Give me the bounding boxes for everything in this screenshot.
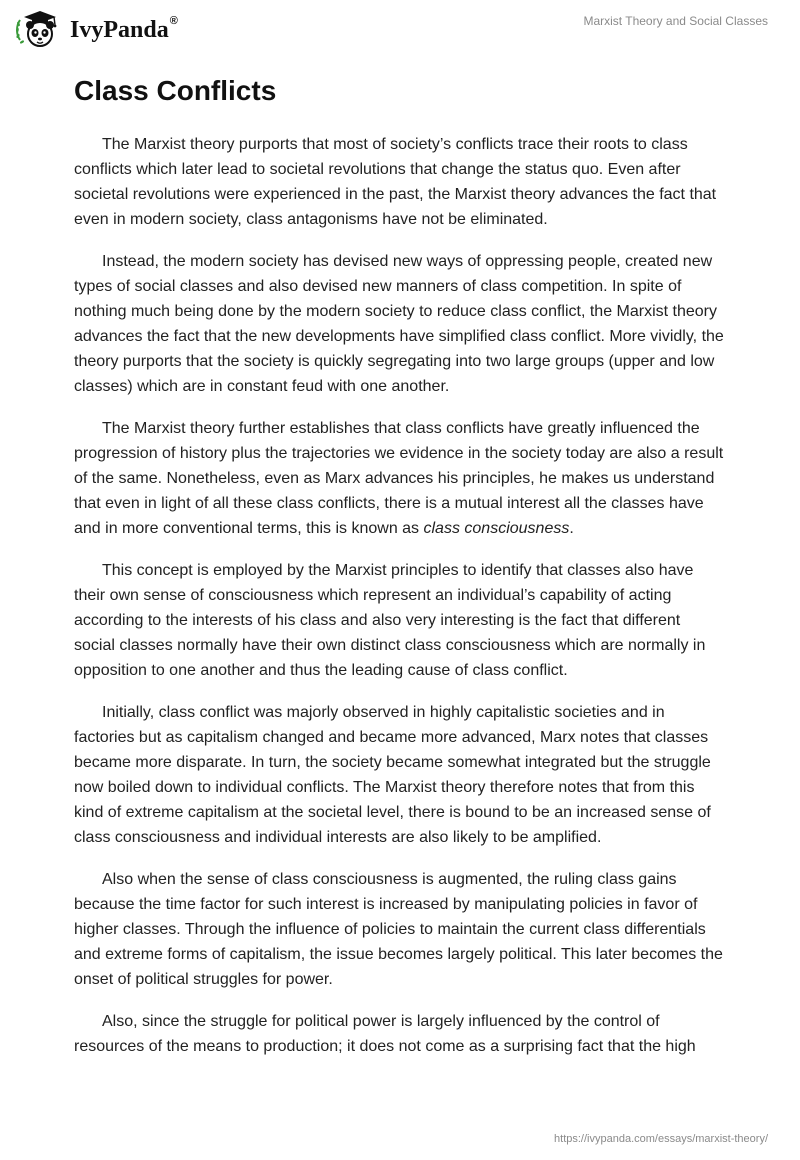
paragraph: The Marxist theory purports that most of society’s conflicts trace their roots to class conflicts which later lead to societal revolutions that change the status quo. Even after societal revolutions were experienced in the past, the Marxist theory advances the fact that even in modern society, class antagonisms have not be eliminated.: [74, 136, 717, 228]
paragraph: Also when the sense of class consciousness is augmented, the ruling class gains because the time factor for such interest is increased by manipulating policies in favor of higher classes. Through the influence of policies to maintain the current class differentials and extreme forms of capitalism, the issue becomes largely political. This later becomes the onset of political struggles for power.: [74, 871, 723, 988]
paragraph: Instead, the modern society has devised new ways of oppressing people, created new types of social classes and also devised new manners of class competition. In spite of nothing much being done by the modern society to reduce class conflict, the Marxist theory advances the fact that the new developments have simplified class conflict. More vividly, the theory purports that the society is quickly segregating into two large groups (upper and low classes) which are in constant feud with one another.: [74, 253, 724, 395]
paragraph-text: .: [569, 520, 574, 537]
paragraph-text: The Marxist theory further establishes that class conflicts have greatly influenced the progression of history plus the trajectories we evidence in the society today are also a result of the same. Nonetheless, even as Marx advances his principles, he makes us understand that even in light of all these class conflicts, there is a mutual interest all the classes have and in more conventional terms, this is known as: [74, 420, 724, 537]
source-url[interactable]: https://ivypanda.com/essays/marxist-theory/: [554, 1133, 768, 1145]
paragraph: Also, since the struggle for political power is largely influenced by the control of resources of the means to production; it does not come as a surprising fact that the high: [74, 1013, 696, 1055]
document-title: Marxist Theory and Social Classes: [583, 14, 768, 28]
paragraph: This concept is employed by the Marxist principles to identify that classes also have their own sense of consciousness which represent an individual’s capability of acting according to the interests of his class and also very interesting is the fact that different social classes normally have their own distinct class consciousness which are normally in opposition to one another and thus the leading cause of class conflict.: [74, 562, 706, 679]
brand-name: IvyPanda®: [70, 15, 178, 43]
paragraph: Initially, class conflict was majorly observed in highly capitalistic societies and in factories but as capitalism changed and became more advanced, Marx notes that classes became more disparate. In turn, the society became somewhat integrated but the struggle now boiled down to individual conflicts. The Marxist theory therefore notes that from this kind of extreme capitalism at the societal level, there is bound to be an increased sense of class consciousness and individual interests are also likely to be amplified.: [74, 704, 711, 846]
section-heading: Class Conflicts: [74, 75, 277, 106]
emphasized-term: class consciousness: [423, 520, 570, 537]
registered-mark: ®: [169, 15, 178, 27]
page-header: [0, 0, 800, 60]
essay-content: [74, 72, 724, 1076]
paragraph: [74, 416, 724, 541]
panda-graduate-icon: [14, 10, 66, 50]
ivypanda-logo[interactable]: [14, 10, 178, 50]
